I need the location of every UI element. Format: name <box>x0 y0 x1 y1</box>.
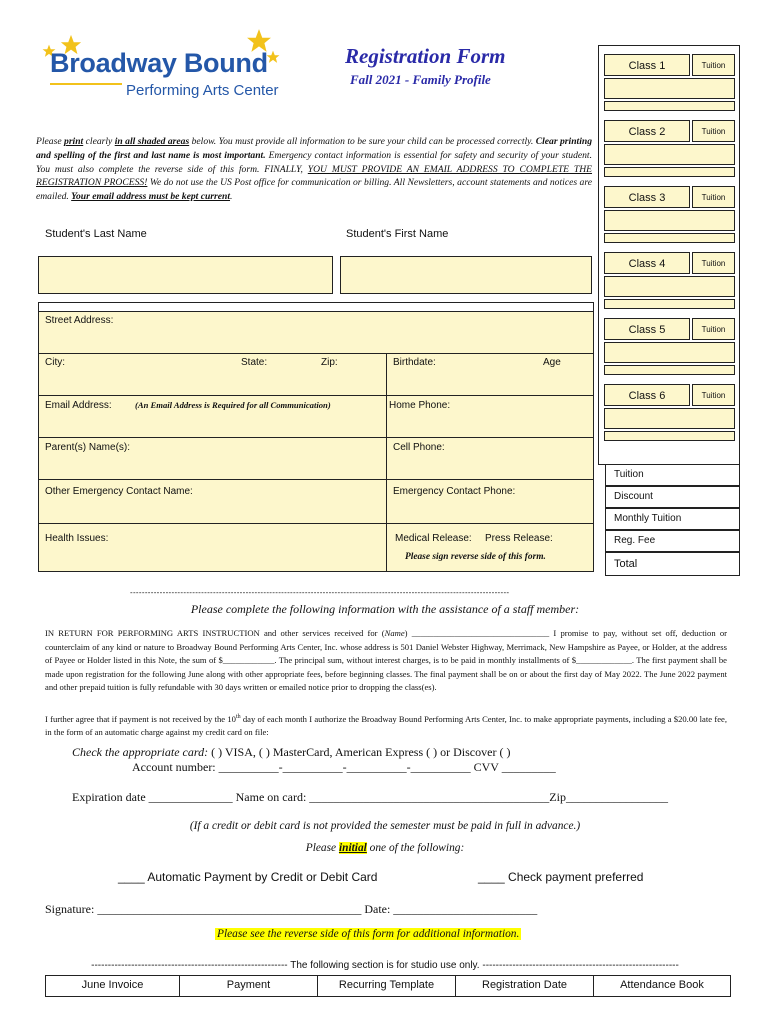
reg-fee-row: Reg. Fee <box>605 530 740 552</box>
reverse-note: Please see the reverse side of this form for additional information. <box>217 928 520 940</box>
class-3-tuition[interactable]: Tuition <box>692 186 735 208</box>
class-6-name[interactable]: Class 6 <box>604 384 690 406</box>
press-release-label: Press Release: <box>485 533 553 544</box>
last-name-label: Student's Last Name <box>45 228 147 240</box>
star-icon <box>266 50 280 64</box>
signature-line[interactable]: Signature: ____________________________________________ Date: ________________________ <box>45 902 538 916</box>
street-label: Street Address: <box>45 315 114 326</box>
class-2-notes[interactable] <box>604 167 735 177</box>
first-name-field[interactable] <box>340 256 592 294</box>
age-label: Age <box>543 357 561 368</box>
health-label: Health Issues: <box>45 533 109 544</box>
class-2-tuition[interactable]: Tuition <box>692 120 735 142</box>
class-6-notes[interactable] <box>604 431 735 441</box>
class-3-name[interactable]: Class 3 <box>604 186 690 208</box>
zip-label: Zip: <box>321 357 338 368</box>
logo-name: Broadway Bound <box>50 48 268 78</box>
class-5-tuition[interactable]: Tuition <box>692 318 735 340</box>
class-3-details[interactable] <box>604 210 735 231</box>
agreement-paragraph-2: I further agree that if payment is not received by the 10th day of each month I authorize the Broadway Bound Performing Arts Center, Inc. to make appropriate payments, including a $20.00 late fee, in the form of an automatic charge against my credit card on file: <box>45 713 727 738</box>
city-label: City: <box>45 357 65 368</box>
sign-note: Please sign reverse side of this form. <box>405 552 546 562</box>
class-1-name[interactable]: Class 1 <box>604 54 690 76</box>
class-4-details[interactable] <box>604 276 735 297</box>
expiration-line[interactable]: Expiration date ______________ Name on card: ________________________________________Zip_________________ <box>72 790 668 804</box>
class-4-name[interactable]: Class 4 <box>604 252 690 274</box>
class-4-notes[interactable] <box>604 299 735 309</box>
class-1-tuition[interactable]: Tuition <box>692 54 735 76</box>
staff-note: Please complete the following information with the assistance of a staff member: <box>190 602 580 616</box>
medical-release-label: Medical Release: <box>395 533 472 544</box>
discount-row: Discount <box>605 486 740 508</box>
class-2-details[interactable] <box>604 144 735 165</box>
class-1-details[interactable] <box>604 78 735 99</box>
class-1-notes[interactable] <box>604 101 735 111</box>
form-title: Registration Form <box>345 44 506 68</box>
class-2-name[interactable]: Class 2 <box>604 120 690 142</box>
last-name-field[interactable] <box>38 256 333 294</box>
logo-subtitle: Performing Arts Center <box>126 82 279 99</box>
home-phone-label: Home Phone: <box>389 400 451 411</box>
studio-cell-recurring-template[interactable]: Recurring Template <box>318 976 456 996</box>
classes-panel <box>598 45 740 465</box>
agreement-paragraph-1: IN RETURN FOR PERFORMING ARTS INSTRUCTION and other services received for (Name) ________________________________ I promise to pay, without set off, deduction or counterclaim of any kind or nature to Broadway Bound Performing Arts Center, Inc. whose address is 501 Daniel Webster Highway, Merrimack, New Hampshire as Payee, or Holder, at the address of Payee or Holder listed in this Note, the sum of $____________. The principal sum, without interest charges, is to be paid in monthly installments of $_____________. The first payment shall be made upon registration for the following June along with other appropriate fees, before beginning classes. The final payment shall be on or about the first day of May 2022. The June 2022 payment and other prepaid tuition is fully refundable with 30 days written or emailed notice prior to dropping the class(es). <box>45 628 727 693</box>
health-issues-field[interactable] <box>39 524 386 571</box>
total-row: Total <box>605 552 740 576</box>
studio-use-divider: ----------------------------------------------------------- The following section is for studio use only. ----------------------------------------------------------- <box>91 960 679 971</box>
studio-cell-payment[interactable]: Payment <box>180 976 318 996</box>
logo-underline <box>50 83 122 85</box>
logo <box>40 28 285 108</box>
card-type-line: Check the appropriate card: ( ) VISA, ( ) MasterCard, American Express ( ) or Discover ( ) <box>72 745 511 759</box>
class-3-notes[interactable] <box>604 233 735 243</box>
street-address-field[interactable] <box>39 312 593 353</box>
birthdate-label: Birthdate: <box>393 357 436 368</box>
email-label: Email Address: <box>45 400 112 411</box>
cell-phone-label: Cell Phone: <box>393 442 445 453</box>
class-4-tuition[interactable]: Tuition <box>692 252 735 274</box>
parents-label: Parent(s) Name(s): <box>45 442 131 453</box>
release-field[interactable] <box>387 524 593 571</box>
section-divider: -------------------------------------------------------------------------------------------------------------------------------- <box>130 588 510 597</box>
auto-pay-option[interactable]: ____ Automatic Payment by Credit or Debit Card <box>118 870 378 884</box>
initial-instruction: Please initial one of the following: <box>305 842 465 854</box>
class-6-tuition[interactable]: Tuition <box>692 384 735 406</box>
emergency-phone-label: Emergency Contact Phone: <box>393 486 516 497</box>
first-name-label: Student's First Name <box>346 228 449 240</box>
studio-cell-attendance-book[interactable]: Attendance Book <box>620 979 704 991</box>
emergency-name-label: Other Emergency Contact Name: <box>45 486 193 497</box>
column-divider <box>386 353 387 571</box>
class-5-details[interactable] <box>604 342 735 363</box>
studio-use-table <box>45 975 731 997</box>
state-label: State: <box>241 357 268 368</box>
class-5-name[interactable]: Class 5 <box>604 318 690 340</box>
tuition-total-row: Tuition <box>605 464 740 486</box>
account-number-line[interactable]: Account number: __________-__________-__________-__________ CVV _________ <box>132 760 556 774</box>
card-note: (If a credit or debit card is not provided the semester must be paid in full in advance.) <box>189 820 581 832</box>
form-subtitle: Fall 2021 - Family Profile <box>350 72 491 87</box>
email-note: (An Email Address is Required for all Communication) <box>135 400 331 410</box>
studio-cell-june-invoice[interactable]: June Invoice <box>46 976 180 996</box>
family-info-form <box>38 302 594 572</box>
check-pay-option[interactable]: ____ Check payment preferred <box>478 870 644 884</box>
class-5-notes[interactable] <box>604 365 735 375</box>
intro-paragraph: Please print clearly in all shaded areas below. You must provide all information to be sure your child can be processed correctly. Clear printing and spelling of the first and last name is most important. Emergency contact information is essential for safety and security of your student. You must also complete the reverse side of this form. FINALLY, YOU MUST PROVIDE AN EMAIL ADDRESS TO COMPLETE THE REGISTRATION PROCESS! We do not use the US Post office for communication or billing. All Newsletters, account statements and notices are emailed. Your email address must be kept current. <box>36 136 593 203</box>
class-6-details[interactable] <box>604 408 735 429</box>
monthly-tuition-row: Monthly Tuition <box>605 508 740 530</box>
studio-cell-registration-date[interactable]: Registration Date <box>456 976 594 996</box>
